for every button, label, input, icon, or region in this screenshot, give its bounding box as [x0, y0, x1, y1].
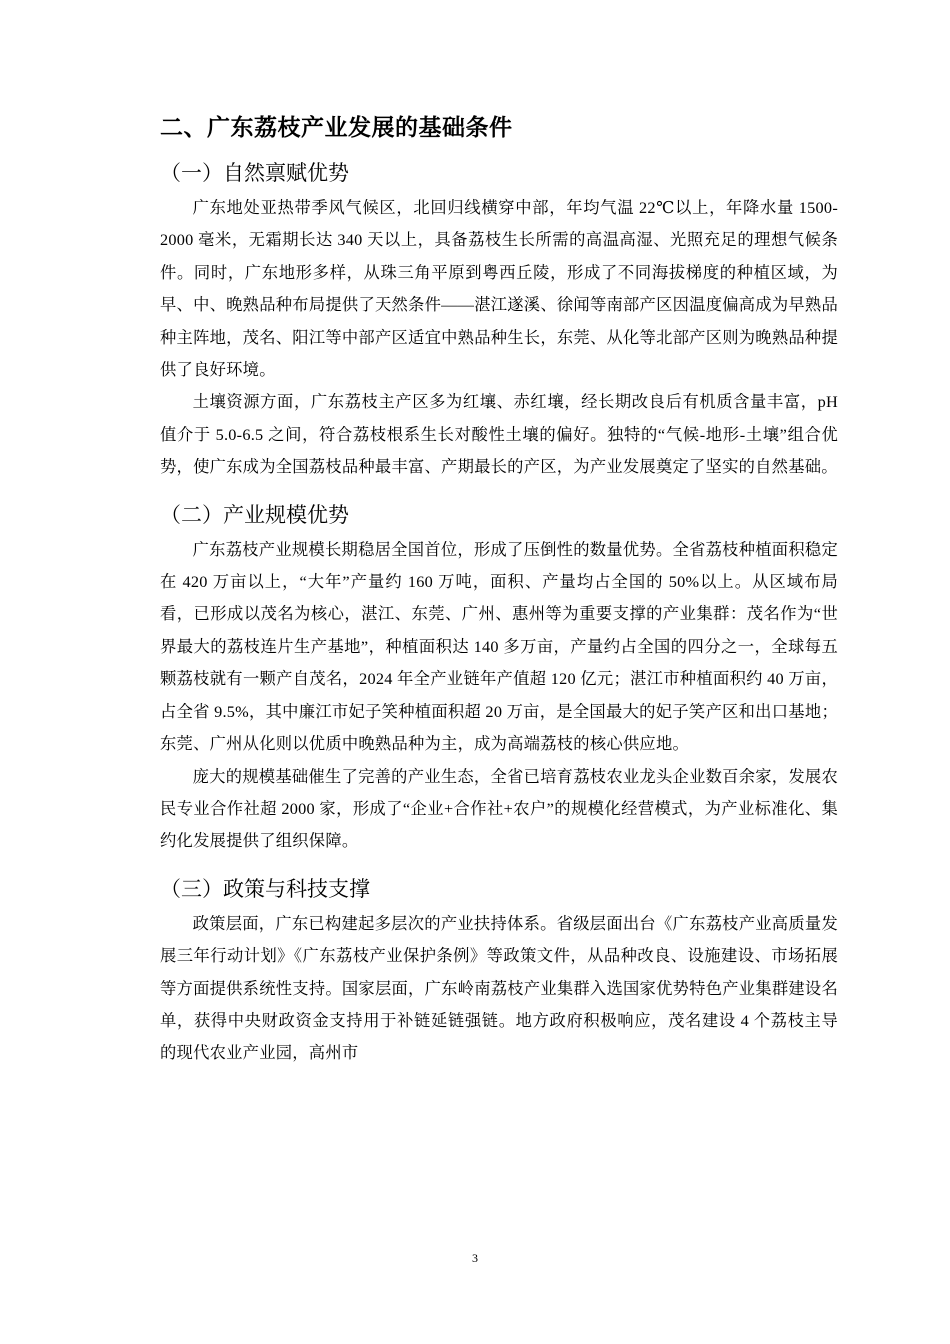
section-natural-endowment — [160, 156, 838, 484]
body-paragraph: 庞大的规模基础催生了完善的产业生态，全省已培育荔枝农业龙头企业数百余家，发展农民专业合作社超 2000 家，形成了“企业+合作社+农户”的规模化经营模式，为产业标准化、集约化发展提供了组织保障。 — [160, 766, 838, 851]
section-title: （一）自然禀赋优势 — [160, 161, 349, 185]
body-paragraph: 广东荔枝产业规模长期稳居全国首位，形成了压倒性的数量优势。全省荔枝种植面积稳定在 420 万亩以上，“大年”产量约 160 万吨，面积、产量均占全国的 50%以上。从区域布局看，已形成以茂名为核心，湛江、东莞、广州、惠州等为重要支撑的产业集群：茂名作为“世界最大的荔枝连片生产基地”，种植面积达 140 多万亩，产量约占全国的四分之一，全球每五颗荔枝就有一颗产自茂名，2024 年全产业链年产值超 120 亿元；湛江市种植面积约 40 万亩，占全省 9.5%，其中廉江市妃子笑种植面积超 20 万亩，是全国最大的妃子笑产区和出口基地；东莞、广州从化则以优质中晚熟品种为主，成为高端荔枝的核心供应地。 — [160, 539, 838, 754]
page-number: 3 — [472, 1251, 478, 1265]
section-policy-technology — [160, 872, 838, 1070]
document-page — [160, 110, 838, 1070]
section-industry-scale — [160, 498, 838, 858]
body-paragraph: 政策层面，广东已构建起多层次的产业扶持体系。省级层面出台《广东荔枝产业高质量发展三年行动计划》《广东荔枝产业保护条例》等政策文件，从品种改良、设施建设、市场拓展等方面提供系统性支持。国家层面，广东岭南荔枝产业集群入选国家优势特色产业集群建设名单，获得中央财政资金支持用于补链延链强链。地方政府积极响应，茂名建设 4 个荔枝主导的现代农业产业园，高州市 — [160, 913, 838, 1063]
section-title: （二）产业规模优势 — [160, 502, 349, 527]
section-title: （三）政策与科技支撑 — [160, 876, 370, 901]
body-paragraph: 广东地处亚热带季风气候区，北回归线横穿中部，年均气温 22℃以上，年降水量 1500-2000 毫米，无霜期长达 340 天以上，具备荔枝生长所需的高温高湿、光照充足的理想气候条件。同时，广东地形多样，从珠三角平原到粤西丘陵，形成了不同海拔梯度的种植区域，为早、中、晚熟品种布局提供了天然条件——湛江遂溪、徐闻等南部产区因温度偏高成为早熟品种主阵地，茂名、阳江等中部产区适宜中熟品种生长，东莞、从化等北部产区则为晚熟品种提供了良好环境。 — [160, 198, 838, 380]
chapter-heading: 二、广东荔枝产业发展的基础条件 — [160, 115, 513, 141]
body-paragraph: 土壤资源方面，广东荔枝主产区多为红壤、赤红壤，经长期改良后有机质含量丰富，pH 值介于 5.0-6.5 之间，符合荔枝根系生长对酸性土壤的偏好。独特的“气候-地形-土壤”组合优势，使广东成为全国荔枝品种最丰富、产期最长的产区，为产业发展奠定了坚实的自然基础。 — [160, 392, 838, 477]
